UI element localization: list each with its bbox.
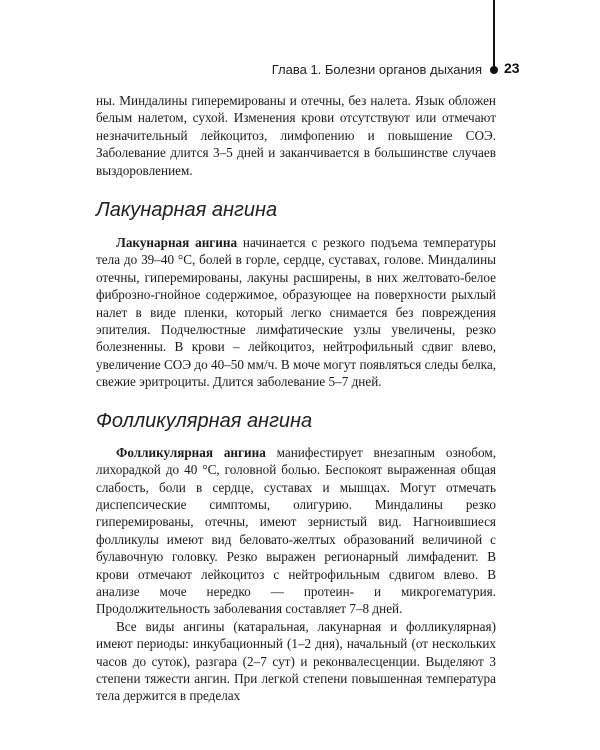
page-body [96, 92, 496, 705]
heading-follicular-angina: Фолликулярная ангина [96, 409, 313, 432]
header-vertical-rule [493, 0, 495, 70]
paragraph-continued: ны. Миндалины гиперемированы и отечны, без налета. Язык обложен белым налетом, сухой. Изменения крови отсутствуют или отмечают незначительный лейкоцитоз, лимфопению и повышение СОЭ. Заболевание длится 3–5 дней и заканчивается в большинстве случаев выздоровлением. [96, 93, 496, 178]
heading-lacunar-angina: Лакунарная ангина [96, 199, 278, 222]
lead-term-lacunar: Лакунарная ангина [116, 235, 238, 251]
paragraph-angina-periods: Все виды ангины (катаральная, лакунарная и фолликулярная) имеют периоды: инкубационный (1–2 дня), начальный (от нескольких часов до суток), разгара (2–7 сут) и реконвалесценции. Выделяют 3 степени тяжести ангин. При легкой степени повышенная температура тела держится в пределах [96, 618, 496, 704]
running-header: Глава 1. Болезни органов дыхания [271, 62, 482, 77]
text-follicular: манифестирует внезапным ознобом, лихорадкой до 40 °С, головной болью. Беспокоят выраженная общая слабость, боли в сердце, суставах и мышцах. Могут отмечать диспепсические симптомы, олигурию. Миндалины резко гиперемированы, отечны, имеют зернистый вид. Нагноившиеся фолликулы имеют вид беловато-желтых образований величиной с булавочную головку. Резко выражен регионарный лимфаденит. В крови отмечают лейкоцитоз с нейтрофильным сдвигом влево. В анализе моче нередко — протеин- и микрогематурия. Продолжительность заболевания составляет 7–8 дней. [96, 444, 496, 617]
header-rule-dot [490, 66, 498, 74]
lead-term-follicular: Фолликулярная ангина [116, 444, 266, 460]
page-number: 23 [504, 60, 520, 76]
text-lacunar: начинается с резкого подъема температуры тела до 39–40 °С, болей в горле, сердце, суставах, голове. Миндалины отечны, гиперемированы, лакуны расширены, в них желтовато-белое фиброзно-гнойное содержимое, образующее на поверхности рыхлый налет в виде пленки, который легко снимается без повреждения эпителия. Подчелюстные лимфатические узлы увеличены, резко болезненны. В крови – лейкоцитоз, нейтрофильный сдвиг влево, увеличение СОЭ до 40–50 мм/ч. В моче могут появляться следы белка, свежие эритроциты. Длится заболевание 5–7 дней. [96, 235, 497, 390]
paragraph-follicular [96, 444, 496, 618]
paragraph-lacunar [96, 234, 496, 391]
